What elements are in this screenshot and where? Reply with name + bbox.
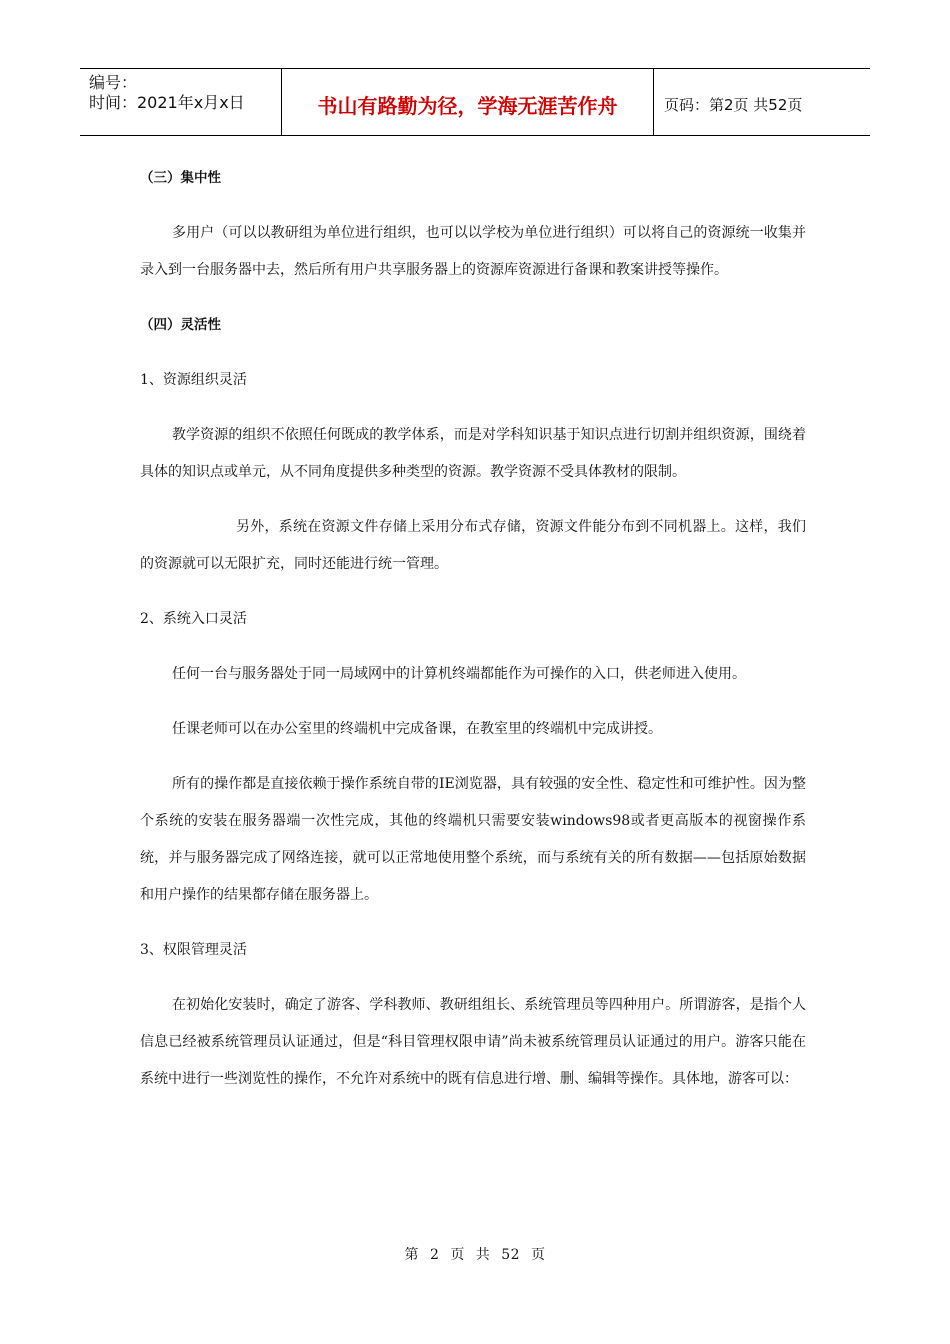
body-paragraph: 另外，系统在资源文件存储上采用分布式存储，资源文件能分布到不同机器上。这样，我们的资源就可以无限扩充，同时还能进行统一管理。	[140, 519, 806, 572]
header-page-info: 页码：第2页 共52页	[664, 95, 803, 114]
footer-gong: 共	[475, 1247, 491, 1263]
header-meta-cell	[80, 69, 282, 135]
subsection-heading: 3、权限管理灵活	[140, 942, 247, 958]
footer-page-number: 2	[429, 1247, 440, 1263]
document-header	[80, 68, 870, 136]
body-paragraph: 任何一台与服务器处于同一局域网中的计算机终端都能作为可操作的入口，供老师进入使用。	[172, 666, 746, 682]
body-paragraph: 在初始化安装时，确定了游客、学科教师、教研组组长、系统管理员等四种用户。所谓游客，是指个人信息已经被系统管理员认证通过，但是“科目管理权限申请”尚未被系统管理员认证通过的用户。游客只能在系统中进行一些浏览性的操作，不允许对系统中的既有信息进行增、删、编辑等操作。具体地，游客可以：	[140, 997, 806, 1087]
footer-ye: 页	[450, 1247, 465, 1263]
section-heading: （四）灵活性	[140, 317, 221, 333]
subsection-heading: 1、资源组织灵活	[140, 372, 247, 388]
document-date-label: 时间：2021年x月x日	[89, 93, 245, 112]
header-motto: 书山有路勤为径，学海无涯苦作舟	[282, 69, 654, 135]
document-number-label: 编号：	[89, 73, 138, 92]
footer-di: 第	[404, 1247, 419, 1263]
section-heading: （三）集中性	[140, 170, 221, 186]
body-paragraph: 任课老师可以在办公室里的终端机中完成备课，在教室里的终端机中完成讲授。	[172, 721, 662, 737]
body-paragraph: 所有的操作都是直接依赖于操作系统自带的IE浏览器，具有较强的安全性、稳定性和可维护性。因为整个系统的安装在服务器端一次性完成，其他的终端机只需要安装windows98或者更高版本的视窗操作系统，并与服务器完成了网络连接，就可以正常地使用整个系统，而与系统有关的所有数据——包括原始数据和用户操作的结果都存储在服务器上。	[140, 776, 806, 903]
document-body	[140, 160, 806, 1116]
footer-ye-2: 页	[531, 1247, 546, 1263]
subsection-heading: 2、系统入口灵活	[140, 611, 247, 627]
body-paragraph: 多用户（可以以教研组为单位进行组织，也可以以学校为单位进行组织）可以将自己的资源统一收集并录入到一台服务器中去，然后所有用户共享服务器上的资源库资源进行备课和教案讲授等操作。	[140, 225, 806, 278]
body-paragraph: 教学资源的组织不依照任何既成的教学体系，而是对学科知识基于知识点进行切割并组织资源，围绕着具体的知识点或单元，从不同角度提供多种类型的资源。教学资源不受具体教材的限制。	[140, 427, 806, 480]
page-footer	[0, 1244, 950, 1264]
footer-total-pages: 52	[501, 1247, 521, 1263]
